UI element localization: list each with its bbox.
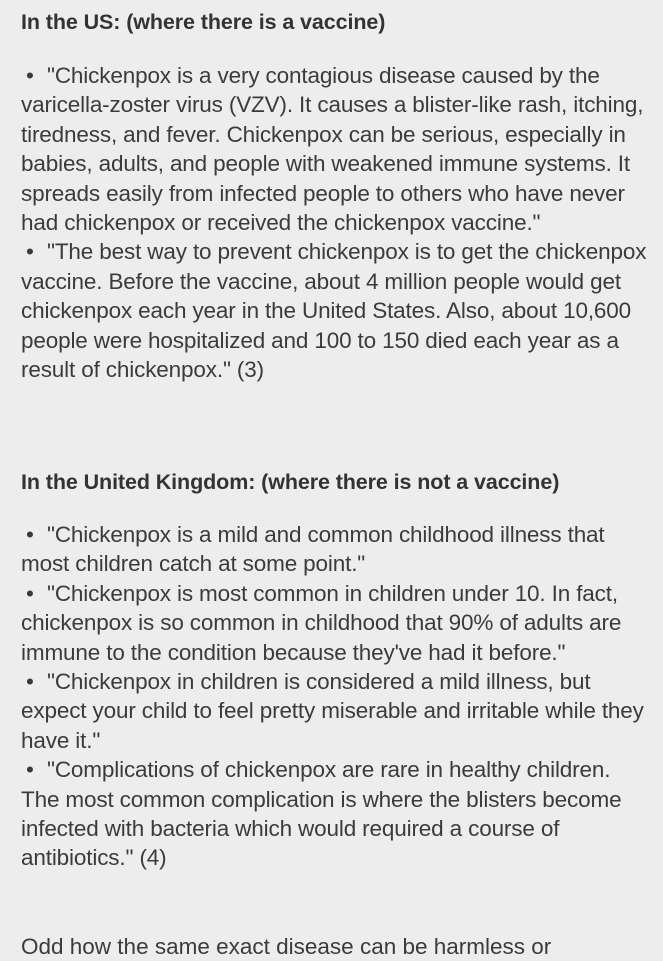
uk-bullet-list — [21, 520, 651, 873]
list-item — [21, 579, 651, 667]
list-item — [21, 667, 651, 755]
bullet-icon: • — [26, 757, 34, 783]
bullet-icon: • — [26, 522, 34, 547]
list-item — [21, 237, 651, 384]
closing-paragraph: Odd how the same exact disease can be harmless or — [21, 934, 552, 959]
list-item — [21, 520, 651, 579]
list-item — [21, 61, 651, 237]
uk-bullet-text: "Chickenpox is most common in children under 10. In fact, chickenpox is so common in childhood that 90% of adults are immune to the condition because they've had it before." — [21, 580, 622, 665]
bullet-icon: • — [26, 63, 34, 88]
bullet-icon: • — [26, 580, 34, 606]
bullet-icon: • — [26, 239, 34, 265]
uk-bullet-text: "Complications of chickenpox are rare in healthy children. The most common complication is where the blisters become infected with bacteria which would required a course of antibiotics." (4) — [21, 757, 622, 871]
uk-bullet-text: "Chickenpox is a mild and common childhood illness that most children catch at some point." — [21, 522, 605, 577]
us-bullet-text: "The best way to prevent chickenpox is to get the chickenpox vaccine. Before the vaccine, about 4 million people would get chickenpox each year in the United States. Also, about 10,600 people were hospitalized and 100 to 150 died each year as a result of chickenpox." (3) — [21, 239, 647, 383]
us-heading: In the US: (where there is a vaccine) — [21, 10, 386, 34]
uk-bullet-text: "Chickenpox in children is considered a mild illness, but expect your child to feel pretty miserable and irritable while they have it." — [21, 669, 644, 753]
us-bullet-text: "Chickenpox is a very contagious disease caused by the varicella-zoster virus (VZV). It causes a blister-like rash, itching, tiredness, and fever. Chickenpox can be serious, especially in babies, adults, and people with weakened immune systems. It spreads easily from infected people to others who have never had chickenpox or received the chickenpox vaccine." — [21, 63, 644, 236]
bullet-icon: • — [26, 669, 34, 695]
uk-heading: In the United Kingdom: (where there is not a vaccine) — [21, 470, 560, 494]
list-item — [21, 755, 651, 873]
us-bullet-list — [21, 61, 651, 384]
